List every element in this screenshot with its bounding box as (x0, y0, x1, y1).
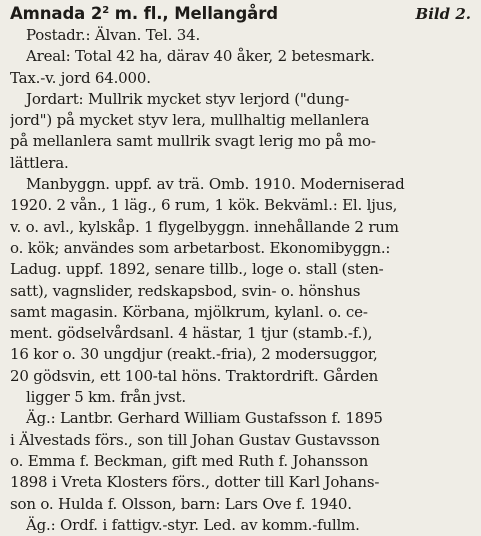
image-reference: Bild 2. (415, 5, 471, 23)
owner-line: Äg.: Lantbr. Gerhard William Gustafsson f. 1895 (26, 409, 383, 428)
entry-header (10, 3, 475, 25)
area-line: Areal: Total 42 ha, därav 40 åker, 2 betesmark. (26, 47, 375, 66)
text-line: på mellanlera samt mullrik svagt lerig mo på mo- (10, 132, 376, 151)
text-line: son o. Hulda f. Olsson, barn: Lars Ove f. 1940. (10, 494, 352, 513)
postal-address-line: Postadr.: Älvan. Tel. 34. (26, 26, 201, 44)
text-line: o. kök; användes som arbetarbost. Ekonomibyggn.: (10, 238, 391, 257)
text-line: satt), vagnslider, redskapsbod, svin- o. hönshus (10, 281, 361, 300)
text-line: i Älvestads förs., son till Johan Gustav Gustavsson (10, 430, 380, 449)
title-rest: m. fl., Mellangård (109, 4, 278, 23)
text-line: jord") på mycket styv lera, mullhaltig mellanlera (10, 111, 370, 130)
text-line: Ladug. uppf. 1892, senare tillb., loge o. stall (sten- (10, 260, 384, 279)
text-line: 16 kor o. 30 ungdjur (reakt.-fria), 2 modersuggor, (10, 345, 378, 364)
text-line: lättlera. (10, 153, 69, 172)
title-main: Amnada 2 (10, 4, 103, 23)
soil-type-line: Jordart: Mullrik mycket styv lerjord ("dung- (26, 89, 350, 108)
text-line: samt magasin. Körbana, mjölkrum, kylanl. o. ce- (10, 302, 368, 321)
owner-roles-line: Äg.: Ordf. i fattigv.-styr. Led. av komm.-fullm. (26, 515, 360, 534)
text-line: o. Emma f. Beckman, gift med Ruth f. Johansson (10, 451, 369, 470)
entry-title (10, 3, 278, 25)
text-line: ligger 5 km. från jvst. (26, 388, 186, 407)
text-line: Tax.-v. jord 64.000. (10, 68, 151, 87)
text-line: v. o. avl., kylskåp. 1 flygelbyggn. innehållande 2 rum (10, 217, 399, 236)
text-line: 1920. 2 vån., 1 läg., 6 rum, 1 kök. Bekväml.: El. ljus, (10, 196, 398, 215)
text-line: 20 gödsvin, ett 100-tal höns. Traktordrift. Gården (10, 366, 379, 385)
title-superscript: 2 (102, 5, 110, 16)
text-line: 1898 i Vreta Klosters förs., dotter till Karl Johans- (10, 473, 380, 492)
buildings-line: Manbyggn. uppf. av trä. Omb. 1910. Moderniserad (26, 175, 405, 194)
text-line: ment. gödselvårdsanl. 4 hästar, 1 tjur (stamb.-f.), (10, 324, 373, 343)
